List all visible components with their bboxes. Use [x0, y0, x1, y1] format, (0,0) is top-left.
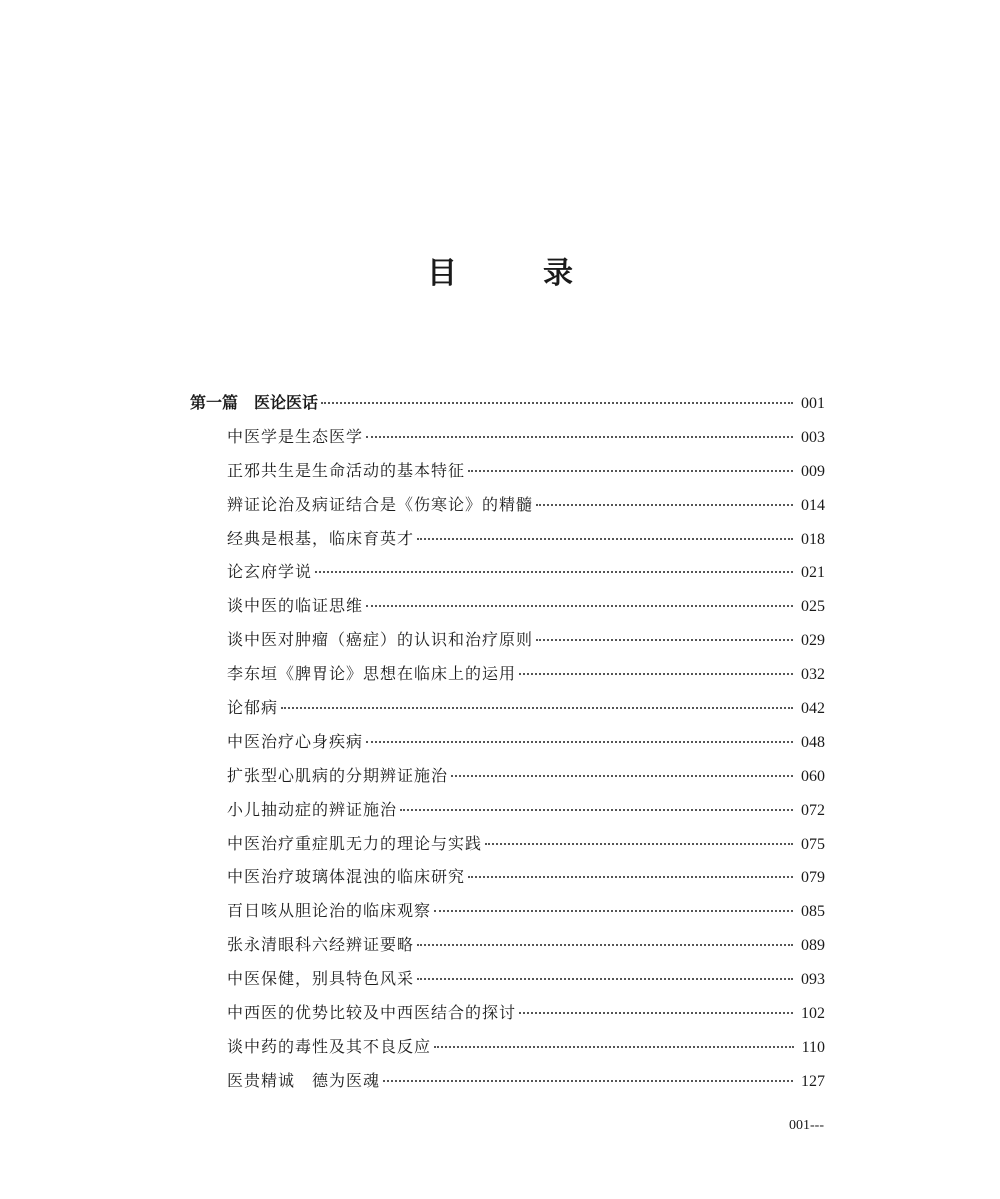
toc-entry-title: 扩张型心肌病的分期辨证施治 [227, 765, 449, 785]
dot-leader [366, 740, 793, 743]
dot-leader [519, 1011, 793, 1014]
dot-leader [536, 503, 793, 506]
toc-entry-page-number: 032 [801, 666, 825, 684]
toc-entry-row [190, 898, 825, 932]
dot-leader [519, 672, 793, 675]
dot-leader [366, 604, 793, 607]
toc-entry-page-number: 018 [801, 530, 825, 548]
table-of-contents [190, 390, 825, 1102]
toc-entry-title: 谈中医的临证思维 [227, 596, 364, 616]
toc-entry-title: 第一篇 医论医话 [190, 393, 319, 412]
toc-entry-row [190, 661, 825, 695]
toc-entry-title: 中医治疗心身疾病 [227, 731, 364, 751]
dot-leader [281, 706, 793, 709]
toc-entry-title: 小儿抽动症的辨证施治 [227, 799, 398, 819]
dot-leader [434, 1045, 794, 1048]
toc-entry-page-number: 079 [801, 869, 825, 887]
toc-entry-page-number: 025 [801, 598, 825, 616]
toc-entry-page-number: 042 [801, 700, 825, 718]
toc-entry-title: 中医治疗玻璃体混浊的临床研究 [227, 867, 466, 887]
toc-entry-page-number: 014 [801, 496, 825, 514]
toc-entry-title: 论玄府学说 [227, 562, 313, 582]
toc-entry-title: 中医治疗重症肌无力的理论与实践 [227, 833, 483, 853]
toc-entry-title: 中西医的优势比较及中西医结合的探讨 [227, 1003, 517, 1023]
dot-leader [468, 875, 793, 878]
toc-entry-row [190, 526, 825, 560]
dot-leader [536, 638, 793, 641]
toc-entry-row [190, 932, 825, 966]
toc-entry-row [190, 729, 825, 763]
dot-leader [485, 842, 793, 845]
toc-entry-row [190, 1000, 825, 1034]
toc-entry-title: 张永清眼科六经辨证要略 [227, 935, 415, 955]
toc-entry-page-number: 085 [801, 903, 825, 921]
toc-entry-title: 医贵精诚 德为医魂 [227, 1070, 381, 1090]
toc-entry-row [190, 492, 825, 526]
toc-entry-title: 辨证论治及病证结合是《伤寒论》的精髓 [227, 494, 534, 514]
toc-entry-page-number: 060 [801, 767, 825, 785]
toc-entry-row [190, 763, 825, 797]
toc-entry-page-number: 009 [801, 462, 825, 480]
dot-leader [315, 570, 793, 573]
dot-leader [321, 401, 793, 404]
toc-entry-page-number: 075 [801, 835, 825, 853]
toc-entry-row [190, 627, 825, 661]
toc-entry-title: 谈中药的毒性及其不良反应 [227, 1036, 432, 1056]
toc-entry-page-number: 072 [801, 801, 825, 819]
toc-entry-page-number: 048 [801, 733, 825, 751]
page-title: 目 录 [427, 256, 601, 291]
toc-entry-row [190, 593, 825, 627]
toc-entry-page-number: 029 [801, 632, 825, 650]
toc-entry-row [190, 1068, 825, 1102]
toc-entry-page-number: 127 [801, 1072, 825, 1090]
toc-entry-title: 中医学是生态医学 [227, 426, 364, 446]
toc-entry-title: 正邪共生是生命活动的基本特征 [227, 460, 466, 480]
dot-leader [400, 808, 793, 811]
toc-entry-row [190, 424, 825, 458]
toc-entry-row [190, 695, 825, 729]
toc-entry-page-number: 003 [801, 428, 825, 446]
toc-entry-page-number: 110 [801, 1038, 825, 1056]
dot-leader [417, 943, 793, 946]
dot-leader [451, 774, 793, 777]
toc-entry-page-number: 021 [801, 564, 825, 582]
toc-entry-row [190, 1034, 825, 1068]
toc-chapter-row [190, 390, 825, 424]
toc-entry-page-number: 093 [801, 971, 825, 989]
toc-entry-row [190, 864, 825, 898]
toc-entry-title: 经典是根基，临床育英才 [227, 528, 415, 548]
toc-entry-row [190, 458, 825, 492]
toc-entry-row [190, 797, 825, 831]
toc-entry-title: 中医保健，别具特色风采 [227, 969, 415, 989]
footer-page-number: 001--- [789, 1118, 824, 1133]
toc-entry-title: 论郁病 [227, 698, 279, 718]
toc-entry-title: 百日咳从胆论治的临床观察 [227, 901, 432, 921]
toc-entry-page-number: 001 [801, 395, 825, 412]
toc-entry-row [190, 831, 825, 865]
dot-leader [434, 909, 793, 912]
toc-entry-page-number: 089 [801, 937, 825, 955]
dot-leader [383, 1079, 793, 1082]
toc-entry-title: 谈中医对肿瘤（癌症）的认识和治疗原则 [227, 630, 534, 650]
dot-leader [366, 435, 793, 438]
toc-entry-row [190, 559, 825, 593]
toc-entry-title: 李东垣《脾胃论》思想在临床上的运用 [227, 664, 517, 684]
toc-entry-row [190, 966, 825, 1000]
dot-leader [417, 537, 793, 540]
dot-leader [468, 469, 793, 472]
dot-leader [417, 977, 793, 980]
toc-entry-page-number: 102 [801, 1005, 825, 1023]
